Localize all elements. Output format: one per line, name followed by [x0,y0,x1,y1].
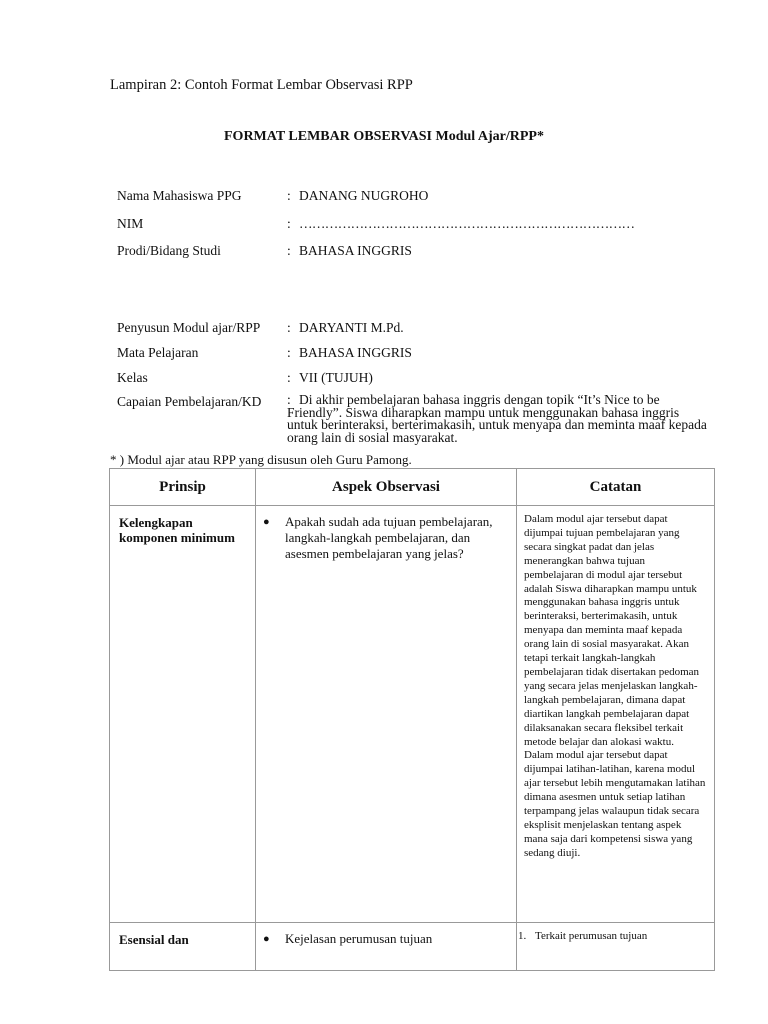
note-text: Terkait perumusan tujuan [535,930,648,942]
row-note: Dalam modul ajar tersebut dapat dijumpai tujuan pembelajaran yang secara singkat padat dan jelas menerangkan bahwa tujuan pembelajaran di modul ajar tersebut adalah Siswa diharapkan mampu untuk menggunakan bahasa inggris untuk berinteraksi, berterimakasih, untuk menyapa dan meminta maaf kepada orang lain di sosial masyarakat. Akan tetapi terkait langkah-langkah pembelajaran tidak disertakan pedoman yang secara jelas menjelaskan langkah-langkah pembelajaran, dimana dapat diartikan langkah pembelajaran dapat dilaksanakan secara fleksibel terkait metode belajar dan alokasi waktu. Dalam modul ajar tersebut dapat dijumpai latihan-latihan, karena modul ajar tersebut lebih mengutamakan latihan dimana asesmen untuk setiap latihan terpampang jelas walaupun tidak secara eksplisit menjelaskan tentang aspek mana saja dari kompetensi siswa yang sedang diuji. [517,506,715,923]
table-row [110,923,715,971]
module-author-value: DARYANTI M.Pd. [299,320,404,335]
aspect-text: Kejelasan perumusan tujuan [285,931,433,946]
learning-outcome-text: Di akhir pembelajaran bahasa inggris dengan topik “It’s Nice to be Friendly”. Siswa diharapkan mampu untuk menggunakan bahasa inggris untuk berinteraksi, berterimakasih, untuk menyapa dan meminta maaf kepada orang lain di sosial masyarakat. [287,392,707,445]
class-value: VII (TUJUH) [299,370,373,385]
appendix-title: Lampiran 2: Contoh Format Lembar Observasi RPP [110,77,413,93]
row-aspect [256,506,517,923]
bullet-icon: ● [263,516,270,528]
row-principle: Kelengkapan komponen minimum [110,506,256,923]
student-name-value: DANANG NUGROHO [299,188,429,203]
row-aspect [256,923,517,971]
learning-outcome-colon: : [287,392,291,407]
student-name-label: Nama Mahasiswa PPG [117,188,242,203]
study-program-colon: : [287,243,291,258]
class-label: Kelas [117,370,148,385]
subject-label: Mata Pelajaran [117,345,199,360]
header-principle: Prinsip [110,469,256,506]
learning-outcome-label: Capaian Pembelajaran/KD [117,394,262,409]
note-number: 1. [518,930,527,942]
nim-value: …………………………………………………………………… [299,216,635,231]
observation-table [109,468,715,971]
row-principle: Esensial dan [110,923,256,971]
student-name-colon: : [287,188,291,203]
table-header-row [110,469,715,506]
footnote: * ) Modul ajar atau RPP yang disusun oleh Guru Pamong. [110,452,412,467]
nim-colon: : [287,216,291,231]
aspect-text: Apakah sudah ada tujuan pembelajaran, langkah-langkah pembelajaran, dan asesmen pembelajaran yang jelas? [285,514,493,561]
header-notes: Catatan [517,469,715,506]
document-title: FORMAT LEMBAR OBSERVASI Modul Ajar/RPP* [224,129,544,144]
nim-label: NIM [117,216,144,231]
study-program-label: Prodi/Bidang Studi [117,243,221,258]
learning-outcome-value [287,394,707,444]
header-aspect: Aspek Observasi [256,469,517,506]
subject-value: BAHASA INGGRIS [299,345,412,360]
module-author-label: Penyusun Modul ajar/RPP [117,320,261,335]
module-author-colon: : [287,320,291,335]
subject-colon: : [287,345,291,360]
row-note [517,923,715,971]
study-program-value: BAHASA INGGRIS [299,243,412,258]
table-row [110,506,715,923]
class-colon: : [287,370,291,385]
bullet-icon: ● [263,933,270,945]
